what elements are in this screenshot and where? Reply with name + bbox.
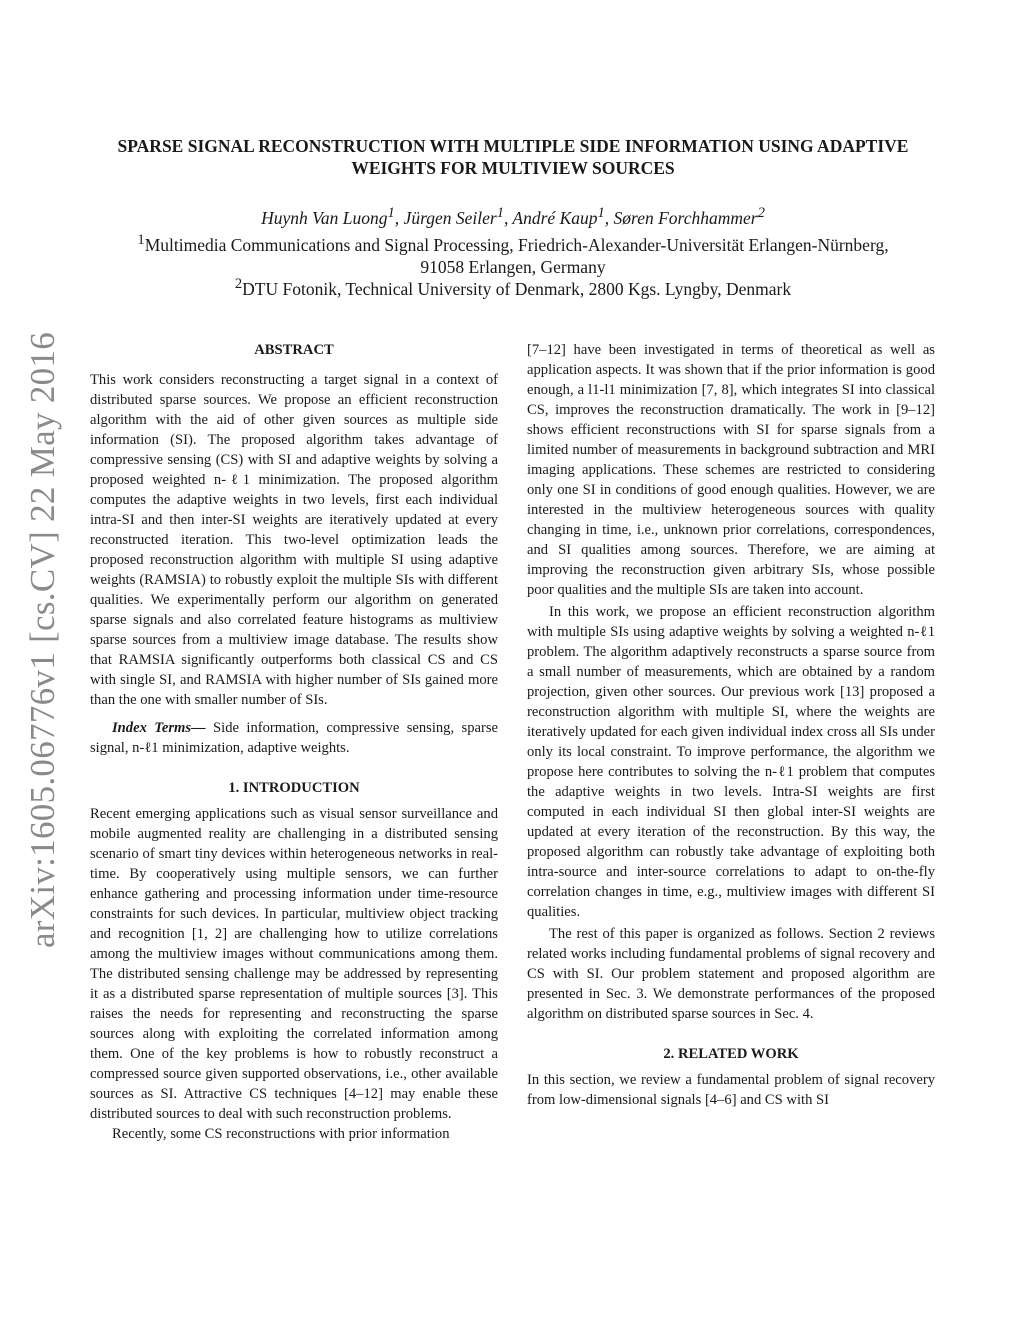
intro-paragraph-4: The rest of this paper is organized as follows. Section 2 reviews related works including fundamental problems of signal recovery and CS with SI. Our problem statement and proposed algorithm are presented in Sec. 3. We demonstrate performances of the proposed algorithm on distributed sparse sources in Sec. 4.	[527, 926, 935, 1022]
author-name: Søren Forchhammer	[613, 207, 758, 228]
abstract-body: This work considers reconstructing a target signal in a context of distributed sparse sources. We propose an efficient reconstruction algorithm with the aid of other given sources as multiple side information (SI). The proposed algorithm takes advantage of compressive sensing (CS) with SI and adaptive weights by solving a proposed weighted n-ℓ1 minimization. The proposed algorithm computes the adaptive weights in two levels, first each individual intra-SI and then inter-SI weights are iteratively updated at every reconstructed iteration. This two-level optimization leads the proposed reconstruction algorithm with multiple SI using adaptive weights (RAMSIA) to robustly exploit the multiple SIs with different qualities. We experimentally perform our algorithm on generated sparse signals and also correlated feature histograms as multiview sparse sources from a multiview image database. The results show that RAMSIA significantly outperforms both classical CS and CS with single SI, and RAMSIA with higher number of SIs gained more than the one with smaller number of SIs.	[90, 372, 498, 708]
intro-paragraph-2-start: Recently, some CS reconstructions with prior information	[112, 1126, 450, 1142]
author-name: Jürgen Seiler	[403, 207, 497, 228]
author-name: André Kaup	[512, 207, 598, 228]
author-name: Huynh Van Luong	[261, 207, 388, 228]
author-affiliation-mark: 1	[496, 205, 504, 221]
related-work-heading: 2. RELATED WORK	[663, 1046, 799, 1062]
left-column	[90, 340, 498, 1144]
related-paragraph-1: In this section, we review a fundamental problem of signal recovery from low-dimensional signals [4–6] and CS with SI	[527, 1072, 935, 1108]
arxiv-identifier: arXiv:1605.06776v1 [cs.CV] 22 May 2016	[23, 331, 62, 949]
index-terms-text: Side information, compressive sensing, sparse signal, n-ℓ1 minimization, adaptive weights.	[90, 720, 499, 756]
author-affiliation-mark: 1	[597, 205, 605, 221]
intro-paragraph-3: In this work, we propose an efficient reconstruction algorithm with multiple SIs using adaptive weights by solving a weighted n-ℓ1 problem. The algorithm adaptively reconstructs a sparse source from a small number of measurements, which are obtained by a random projection, given other sources. Our previous work [13] proposed a reconstruction algorithm with multiple SI, where the weights are iteratively updated for each given individual index cross all SIs under only its local constraint. To improve performance, the algorithm we propose here contributes to solving the n-ℓ1 problem that computes the adaptive weights in two levels. Intra-SI weights are first computed in each individual SI then global inter-SI weights are updated at every iteration of the reconstruction. By this way, the proposed algorithm can robustly take advantage of exploiting both intra-source and inter-source correlations to adapt to on-the-fly correlation changes in time, e.g., multiview images with different SI qualities.	[527, 604, 935, 920]
arxiv-sidebar	[12, 330, 74, 950]
affiliation-mark: 2	[234, 276, 243, 292]
author-affiliation-mark: 2	[757, 205, 765, 221]
index-terms	[90, 718, 498, 758]
right-column	[527, 340, 935, 1110]
affiliation-2: $^2$DTU Fotonik, Technical University of Denmark, 2800 Kgs. Lyngby, Denmark	[234, 276, 792, 299]
affiliation-mark: 1	[137, 232, 145, 248]
index-terms-label: Index Terms—	[112, 720, 206, 736]
author-affiliation-mark: 1	[387, 205, 395, 221]
author-list: Huynh Van Luong$^1$, Jürgen Seiler$^1$, André Kaup$^1$, Søren Forchhammer$^2$	[261, 205, 765, 228]
intro-paragraph-1: Recent emerging applications such as visual sensor surveillance and mobile augmented reality are challenging in a distributed sensing scenario of smart tiny devices within heterogeneous networks in real-time. By cooperatively using multiple sensors, we can further enhance gathering and processing information under time-resource constraints for such devices. In particular, multiview object tracking and recognition [1, 2] are challenging how to utilize correlations among the multiview images without communications among them. The distributed sensing challenge may be addressed by representing it as a distributed sparse representation of multiple sources [3]. This raises the needs for representing and reconstructing the sparse sources along with exploiting the correlated information among them. One of the key problems is how to robustly reconstruct a compressed source given supported observations, i.e., other available sources as SI. Attractive CS techniques [4–12] may enable these distributed sources to deal with such reconstruction problems.	[90, 806, 498, 1122]
abstract-heading: ABSTRACT	[254, 342, 334, 358]
affiliation-1: $^1$Multimedia Communications and Signal Processing, Friedrich-Alexander-Universität Erlangen-Nürnberg, 91058 Erlangen, Germany	[137, 232, 889, 277]
paper-title: SPARSE SIGNAL RECONSTRUCTION WITH MULTIPLE SIDE INFORMATION USING ADAPTIVE WEIGHTS FOR MULTIVIEW SOURCES	[117, 136, 909, 178]
introduction-heading: 1. INTRODUCTION	[228, 780, 360, 796]
intro-paragraph-2-cont: [7–12] have been investigated in terms of theoretical as well as application aspects. It was shown that if the prior information is good enough, a l1-l1 minimization [7, 8], which integrates SI into classical CS, improves the reconstruction dramatically. The work in [9–12] shows efficient reconstructions with SI for sparse signals from a limited number of measurements in background subtraction and MRI imaging applications. These schemes are restricted to considering only one SI in conditions of good enough qualities. However, we are interested in the multiview heterogeneous sources with quality changing in time, i.e., unknown prior correlations, correspondences, and SI qualities among sources. Therefore, we are aiming at improving the reconstruction given arbitrary SIs, whose possible poor qualities and the multiple SIs are taken into account.	[527, 342, 935, 598]
